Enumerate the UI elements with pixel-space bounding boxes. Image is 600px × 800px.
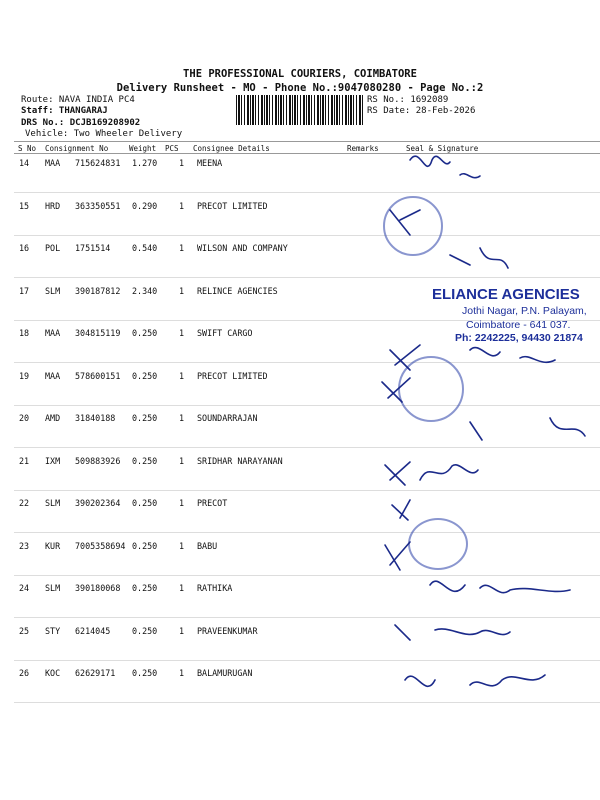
signature-row14 bbox=[410, 156, 450, 166]
row-pcs: 1 bbox=[179, 540, 185, 551]
row-sno: 14 bbox=[19, 158, 30, 168]
row-weight: 0.250 bbox=[132, 583, 158, 593]
row-pcs: 1 bbox=[179, 200, 185, 211]
row-pcs: 1 bbox=[179, 285, 185, 296]
handwritten-signatures bbox=[380, 140, 600, 710]
row-consignment-number: 6214045 bbox=[75, 625, 111, 636]
row-consignment-number: 62629171 bbox=[75, 668, 116, 678]
row-consignment-number: 390187812 bbox=[75, 285, 121, 296]
row-pcs: 1 bbox=[179, 498, 185, 508]
row-sno: 23 bbox=[19, 540, 30, 551]
row-consignment-number: 363350551 bbox=[75, 200, 121, 211]
row-origin-code: POL bbox=[45, 243, 61, 253]
row-sno: 25 bbox=[19, 625, 30, 636]
reliance-stamp-address1: Jothi Nagar, P.N. Palayam, bbox=[462, 305, 587, 317]
row-sno: 15 bbox=[19, 200, 30, 211]
row-consignee: RATHIKA bbox=[197, 583, 233, 593]
row-weight: 0.250 bbox=[132, 540, 158, 551]
row-pcs: 1 bbox=[179, 158, 185, 168]
row-consignment-number: 1751514 bbox=[75, 243, 111, 253]
row-weight: 0.540 bbox=[132, 243, 158, 253]
row-weight: 0.250 bbox=[132, 625, 158, 636]
row-origin-code: IXM bbox=[45, 455, 61, 466]
signature-row16 bbox=[450, 248, 508, 268]
row-origin-code: AMD bbox=[45, 413, 61, 423]
row-weight: 0.250 bbox=[132, 328, 158, 338]
row-sno: 17 bbox=[19, 285, 30, 296]
rs-date: RS Date: 28-Feb-2026 bbox=[367, 106, 476, 116]
row-consignment-number: 715624831 bbox=[75, 158, 121, 168]
reliance-stamp-name: ELIANCE AGENCIES bbox=[432, 286, 580, 303]
row-consignment-number: 31840188 bbox=[75, 413, 116, 423]
drs-label: DRS No.: DCJB169208902 bbox=[21, 118, 141, 128]
row-weight: 1.270 bbox=[132, 158, 158, 168]
row-weight: 0.250 bbox=[132, 668, 158, 678]
col-seal-signature: Seal & Signature bbox=[406, 144, 479, 153]
row-sno: 18 bbox=[19, 328, 30, 338]
signature-row23 bbox=[385, 542, 410, 570]
row-origin-code: SLM bbox=[45, 498, 61, 508]
row-pcs: 1 bbox=[179, 370, 185, 381]
signature-row22 bbox=[392, 500, 410, 520]
signature-row25 bbox=[395, 625, 510, 640]
row-origin-code: KUR bbox=[45, 540, 61, 551]
signature-row18b bbox=[470, 348, 555, 363]
col-consignee: Consignee Details bbox=[193, 144, 270, 153]
row-weight: 0.290 bbox=[132, 200, 158, 211]
col-sno: S No bbox=[18, 144, 37, 153]
row-consignee: BALAMURUGAN bbox=[197, 668, 253, 678]
row-pcs: 1 bbox=[179, 583, 185, 593]
row-weight: 0.250 bbox=[132, 498, 158, 508]
route-label: Route: NAVA INDIA PC4 bbox=[21, 95, 135, 105]
reliance-stamp-phone: Ph: 2242225, 94430 21874 bbox=[455, 332, 583, 344]
row-consignment-number: 578600151 bbox=[75, 370, 121, 381]
row-origin-code: KOC bbox=[45, 668, 61, 678]
row-consignee: SWIFT CARGO bbox=[197, 328, 253, 338]
signature-row14b bbox=[460, 174, 480, 178]
signature-row26 bbox=[405, 675, 545, 686]
signature-row21 bbox=[385, 462, 478, 485]
row-sno: 26 bbox=[19, 668, 30, 678]
reliance-stamp-address2: Coimbatore - 641 037. bbox=[466, 319, 571, 331]
row-sno: 19 bbox=[19, 370, 30, 381]
row-weight: 0.250 bbox=[132, 370, 158, 381]
row-consignee: MEENA bbox=[197, 158, 223, 168]
row-consignment-number: 390180068 bbox=[75, 583, 121, 593]
row-consignee: PRECOT LIMITED bbox=[197, 200, 268, 211]
row-pcs: 1 bbox=[179, 243, 185, 253]
row-pcs: 1 bbox=[179, 668, 185, 678]
runsheet-subtitle: Delivery Runsheet - MO - Phone No.:9047080280 - Page No.:2 bbox=[116, 82, 484, 94]
signature-row18 bbox=[390, 345, 420, 370]
row-pcs: 1 bbox=[179, 328, 185, 338]
signature-row20 bbox=[470, 418, 585, 440]
row-weight: 0.250 bbox=[132, 413, 158, 423]
row-consignee: WILSON AND COMPANY bbox=[197, 243, 288, 253]
row-consignee: RELINCE AGENCIES bbox=[197, 285, 278, 296]
vehicle-label: Vehicle: Two Wheeler Delivery bbox=[25, 129, 183, 139]
row-origin-code: SLM bbox=[45, 285, 61, 296]
row-weight: 2.340 bbox=[132, 285, 158, 296]
signature-row24 bbox=[430, 581, 570, 593]
row-sno: 20 bbox=[19, 413, 30, 423]
row-consignment-number: 509883926 bbox=[75, 455, 121, 466]
signature-row19 bbox=[382, 378, 410, 402]
row-pcs: 1 bbox=[179, 455, 185, 466]
row-consignee: PRECOT bbox=[197, 498, 228, 508]
row-sno: 24 bbox=[19, 583, 30, 593]
row-consignee: PRECOT LIMITED bbox=[197, 370, 268, 381]
signature-row15 bbox=[390, 210, 420, 235]
row-pcs: 1 bbox=[179, 625, 185, 636]
rs-number: RS No.: 1692089 bbox=[367, 95, 449, 105]
staff-label: Staff: THANGARAJ bbox=[21, 106, 108, 116]
row-consignment-number: 304815119 bbox=[75, 328, 121, 338]
row-weight: 0.250 bbox=[132, 455, 158, 466]
col-remarks: Remarks bbox=[347, 144, 379, 153]
row-sno: 22 bbox=[19, 498, 30, 508]
row-consignee: BABU bbox=[197, 540, 218, 551]
row-origin-code: STY bbox=[45, 625, 61, 636]
company-title: THE PROFESSIONAL COURIERS, COIMBATORE bbox=[183, 68, 417, 80]
row-consignee: PRAVEENKUMAR bbox=[197, 625, 258, 636]
row-consignee: SOUNDARRAJAN bbox=[197, 413, 258, 423]
col-pcs: PCS bbox=[165, 144, 179, 153]
row-origin-code: SLM bbox=[45, 583, 61, 593]
barcode bbox=[236, 95, 364, 125]
row-consignee: SRIDHAR NARAYANAN bbox=[197, 455, 283, 466]
row-pcs: 1 bbox=[179, 413, 185, 423]
row-sno: 16 bbox=[19, 243, 30, 253]
col-consignment: Consignment No bbox=[45, 144, 109, 153]
row-consignment-number: 7005358694 bbox=[75, 540, 126, 551]
row-sno: 21 bbox=[19, 455, 30, 466]
col-weight: Weight bbox=[129, 144, 157, 153]
row-origin-code: MAA bbox=[45, 328, 61, 338]
row-origin-code: HRD bbox=[45, 200, 61, 211]
row-origin-code: MAA bbox=[45, 370, 61, 381]
row-origin-code: MAA bbox=[45, 158, 61, 168]
row-consignment-number: 390202364 bbox=[75, 498, 121, 508]
